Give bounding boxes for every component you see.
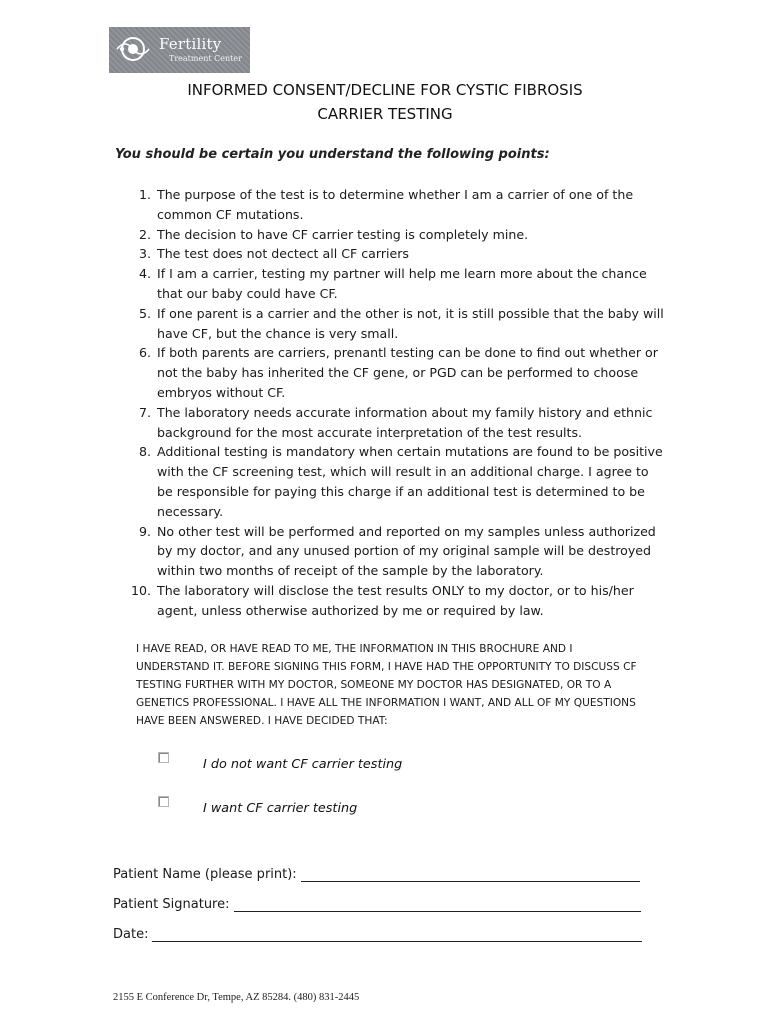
point-text-line: within two months of receipt of the sample by the laboratory.	[157, 563, 544, 579]
point-text-line: necessary.	[157, 503, 224, 519]
point-text-line: with the CF screening test, which will result in an additional charge. I agree to	[157, 464, 649, 480]
point-number: 9.	[138, 523, 151, 539]
point-text-line: If both parents are carriers, prenantl testing can be done to find out whether or	[157, 345, 658, 361]
point-text-line: background for the most accurate interpretation of the test results.	[157, 424, 583, 440]
point-number: 6.	[138, 345, 151, 361]
consent-statement	[136, 640, 676, 730]
point-number: 7.	[138, 404, 151, 420]
point-item	[124, 185, 664, 225]
patient-name-field[interactable]	[113, 862, 640, 882]
point-item	[124, 244, 664, 264]
point-text-line: The decision to have CF carrier testing is completely mine.	[157, 226, 529, 242]
point-text-line: The purpose of the test is to determine whether I am a carrier of one of the	[157, 187, 634, 202]
footer-address: 2155 E Conference Dr, Tempe, AZ 85284. (480) 831-2445	[113, 992, 360, 1003]
consent-line: GENETICS PROFESSIONAL. I HAVE ALL THE INFORMATION I WANT, AND ALL OF MY QUESTIONS	[136, 697, 636, 709]
point-text-line: The laboratory needs accurate information about my family history and ethnic	[157, 404, 653, 420]
point-text-line: If I am a carrier, testing my partner will help me learn more about the chance	[157, 266, 647, 282]
point-item	[124, 442, 664, 521]
point-text-line: that our baby could have CF.	[157, 285, 338, 301]
point-item	[124, 403, 664, 443]
patient-name-label: Patient Name (please print):	[113, 867, 297, 882]
point-number: 4.	[138, 266, 151, 282]
point-number: 2.	[138, 226, 151, 242]
point-item	[124, 264, 664, 304]
form-title-line-1: INFORMED CONSENT/DECLINE FOR CYSTIC FIBROSIS	[187, 81, 583, 99]
point-text-line: not the baby has inherited the CF gene, or PGD can be performed to choose	[157, 365, 639, 381]
consent-line: I HAVE READ, OR HAVE READ TO ME, THE INFORMATION IN THIS BROCHURE AND I	[136, 643, 573, 655]
point-text-line: have CF, but the chance is very small.	[157, 325, 399, 341]
patient-signature-line[interactable]	[234, 897, 642, 912]
logo-name: Fertility	[159, 35, 222, 53]
date-line[interactable]	[152, 927, 642, 942]
point-number: 10.	[130, 582, 151, 598]
point-item	[124, 343, 664, 402]
point-number: 1.	[138, 187, 151, 202]
point-item	[124, 581, 664, 621]
point-item	[124, 225, 664, 245]
point-number: 3.	[138, 246, 151, 262]
logo-subtitle: Treatment Center	[169, 54, 242, 63]
point-text-line: Additional testing is mandatory when certain mutations are found to be positive	[157, 444, 663, 460]
decline-label: I do not want CF carrier testing	[203, 757, 403, 772]
points-list	[124, 185, 664, 621]
consent-line: HAVE BEEN ANSWERED. I HAVE DECIDED THAT:	[136, 715, 388, 727]
point-text-line: agent, unless otherwise authorized by me or required by law.	[157, 602, 544, 618]
patient-signature-label: Patient Signature:	[113, 897, 230, 912]
consent-line: UNDERSTAND IT. BEFORE SIGNING THIS FORM, I HAVE HAD THE OPPORTUNITY TO DISCUSS CF	[136, 661, 637, 673]
patient-name-line[interactable]	[301, 867, 640, 882]
form-title-line-2: CARRIER TESTING	[317, 105, 453, 123]
point-item	[124, 522, 664, 581]
point-text-line: be responsible for paying this charge if an additional test is determined to be	[157, 483, 645, 499]
point-item	[124, 304, 664, 344]
point-text-line: The test does not dectect all CF carriers	[157, 246, 409, 262]
consent-line: TESTING FURTHER WITH MY DOCTOR, SOMEONE MY DOCTOR HAS DESIGNATED, OR TO A	[136, 679, 612, 691]
point-text-line: embryos without CF.	[157, 384, 286, 400]
point-text-line: The laboratory will disclose the test results ONLY to my doctor, or to his/her	[157, 582, 634, 598]
point-text-line: No other test will be performed and reported on my samples unless authorized	[157, 523, 656, 539]
point-text-line: by my doctor, and any unused portion of my original sample will be destroyed	[157, 543, 652, 559]
intro-heading: You should be certain you understand the following points:	[115, 147, 550, 162]
fertility-logo-icon	[115, 35, 151, 63]
point-number: 8.	[138, 444, 151, 460]
patient-signature-field[interactable]	[113, 892, 641, 912]
accept-label: I want CF carrier testing	[203, 801, 358, 816]
point-text-line: If one parent is a carrier and the other is not, it is still possible that the baby will	[157, 305, 664, 321]
point-text-line: common CF mutations.	[157, 206, 304, 222]
clinic-logo	[109, 27, 250, 73]
accept-checkbox[interactable]	[158, 796, 169, 807]
point-number: 5.	[138, 305, 151, 321]
date-label: Date:	[113, 927, 149, 942]
decline-checkbox[interactable]	[158, 752, 169, 763]
date-field[interactable]	[113, 922, 642, 942]
